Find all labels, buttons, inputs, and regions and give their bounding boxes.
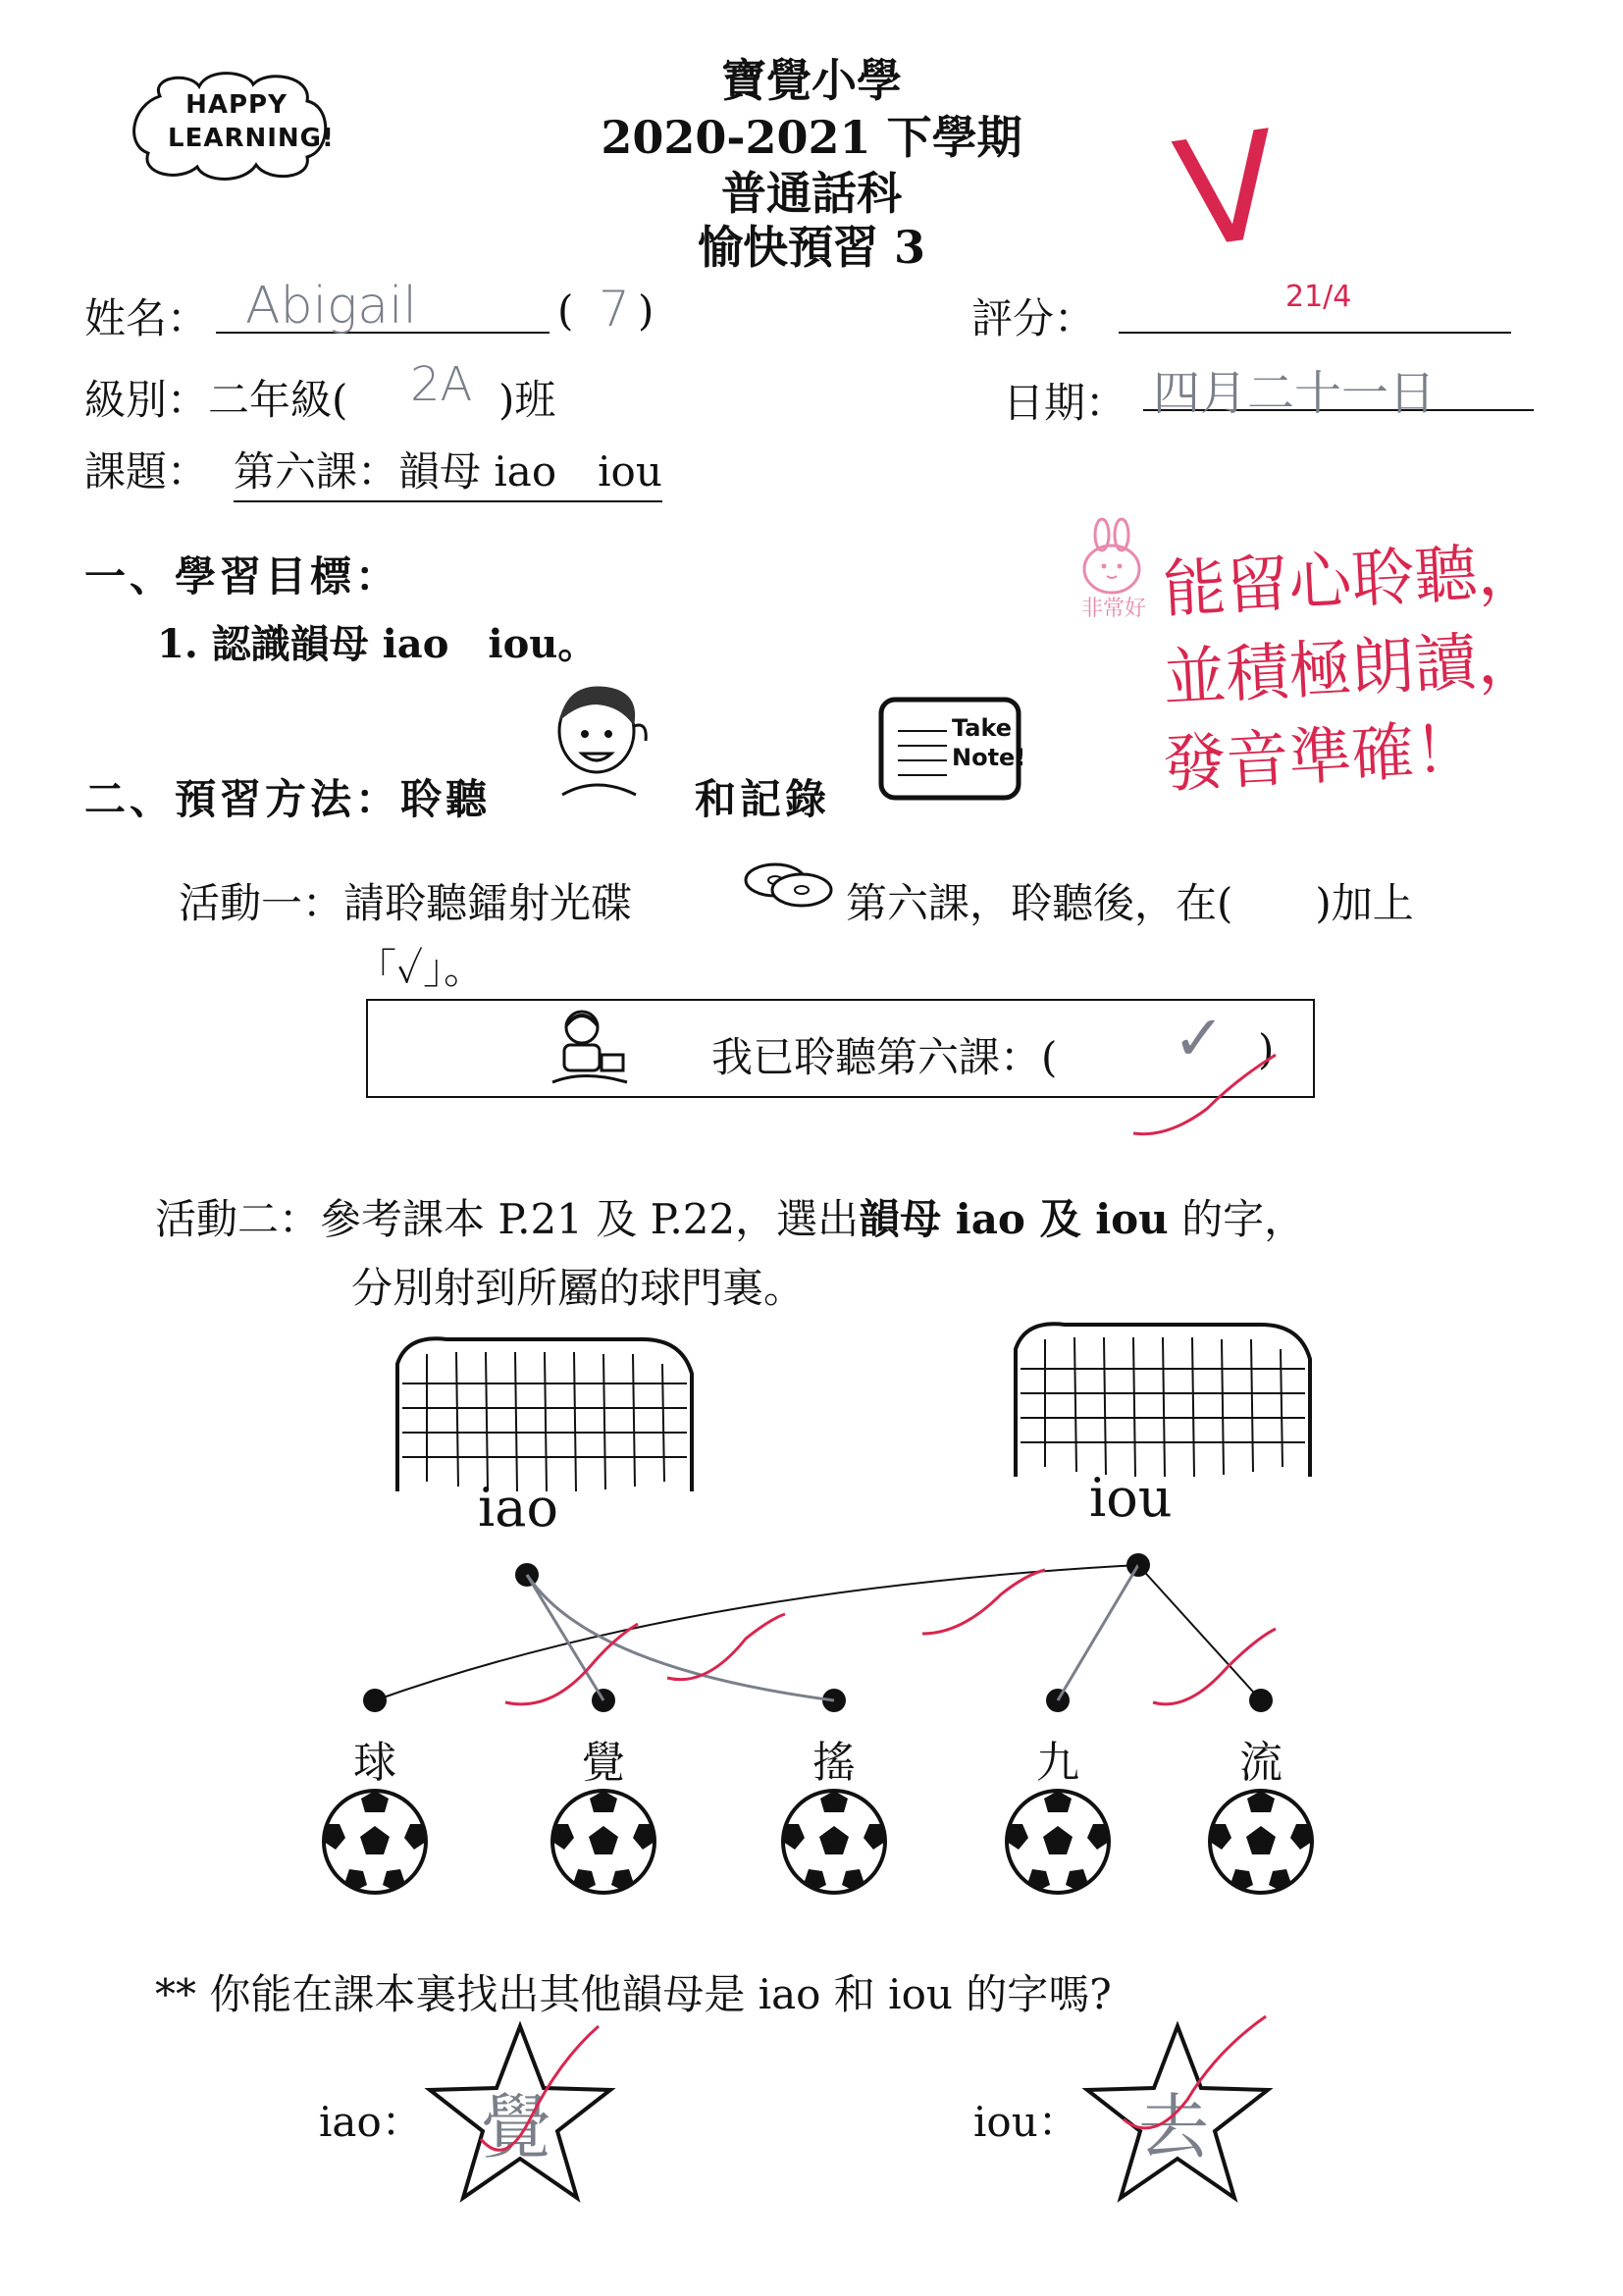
grade-label: 級別：二年級(: [84, 376, 348, 424]
topic-label: 課題：: [84, 447, 209, 496]
name-label: 姓名：: [84, 294, 209, 342]
teacher-score-date: 21/4: [1285, 280, 1352, 314]
class-number-value: 7: [599, 281, 630, 338]
listened-close: ): [1258, 1025, 1275, 1073]
goal-left-label: iao: [478, 1477, 558, 1539]
logo-text: HAPPY LEARNING!: [168, 90, 335, 153]
subject: 普通話科: [721, 167, 902, 220]
teacher-tick-iao: [471, 2021, 608, 2168]
grade-suffix: )班: [498, 376, 556, 424]
class-number-close: ): [638, 287, 654, 335]
topic-value: 第六課：韻母 iao iou: [234, 440, 662, 502]
teacher-score-mark: V: [1166, 99, 1290, 284]
activity1-text-b: 第六課，聆聽後，在( )加上: [846, 879, 1414, 927]
school-name: 寶覺小學: [721, 54, 902, 107]
activity1-text-c: 「✓」。: [355, 945, 486, 993]
soccer-ball-icon: [1210, 1791, 1312, 1893]
section2-heading: 二、預習方法：聆聽: [84, 775, 492, 823]
goal-right-label: iou: [1089, 1467, 1173, 1529]
section1-item: 1. 認識韻母 iao iou。: [157, 621, 598, 667]
listened-check[interactable]: ✓: [1173, 1003, 1226, 1075]
term: 2020-2021 下學期: [601, 111, 1022, 164]
ball-char-4: 九: [1036, 1738, 1079, 1788]
iao-answer[interactable]: 覺: [481, 2086, 552, 2168]
activity2-bold: 韻母 iao 及 iou: [859, 1195, 1169, 1243]
soccer-ball-icon: [1007, 1791, 1109, 1893]
extra-question: ** 你能在課本裏找出其他韻母是 iao 和 iou 的字嗎?: [155, 1970, 1112, 2018]
date-label: 日期：: [1003, 379, 1127, 427]
iao-label: iao：: [319, 2098, 423, 2146]
activity2-line2: 分別射到所屬的球門裏。: [351, 1264, 806, 1312]
teacher-comment-line1: 能留心聆聽，: [1161, 534, 1542, 627]
teacher-comment-line2: 並積極朗讀，: [1161, 622, 1542, 715]
activity2-suffix: 的字，: [1181, 1195, 1306, 1243]
teacher-comment-line3: 發音準確！: [1161, 712, 1480, 803]
activity2-prefix: 活動二：參考課本 P.21 及 P.22，選出: [155, 1195, 860, 1243]
section1-heading: 一、學習目標：: [84, 552, 401, 600]
iou-answer[interactable]: 去: [1138, 2086, 1210, 2168]
take-note-text: Take Note!: [952, 714, 1026, 771]
teacher-tick-iou: [1119, 2011, 1276, 2159]
ball-char-3: 搖: [812, 1738, 856, 1788]
activity1-text-a: 活動一：請聆聽鐳射光碟: [179, 879, 633, 927]
ball-char-5: 流: [1239, 1738, 1283, 1788]
grade-value: 2A: [410, 357, 473, 412]
and-record-label: 和記錄: [695, 775, 831, 823]
soccer-ball-icon: [324, 1791, 426, 1893]
date-value: 四月二十一日: [1153, 366, 1437, 421]
name-value: Abigail: [245, 277, 417, 336]
soccer-ball-icon: [783, 1791, 885, 1893]
ball-char-2: 覺: [582, 1738, 625, 1788]
score-label: 評分：: [971, 294, 1096, 342]
ball-char-1: 球: [353, 1738, 396, 1788]
class-number-open: (: [557, 287, 574, 335]
stamp-text: 非常好: [1080, 597, 1146, 621]
soccer-ball-icon: [552, 1791, 654, 1893]
worksheet-title: 愉快預習 3: [697, 221, 926, 274]
iou-label: iou：: [973, 2098, 1079, 2146]
listened-text: 我已聆聽第六課：(: [711, 1033, 1058, 1081]
